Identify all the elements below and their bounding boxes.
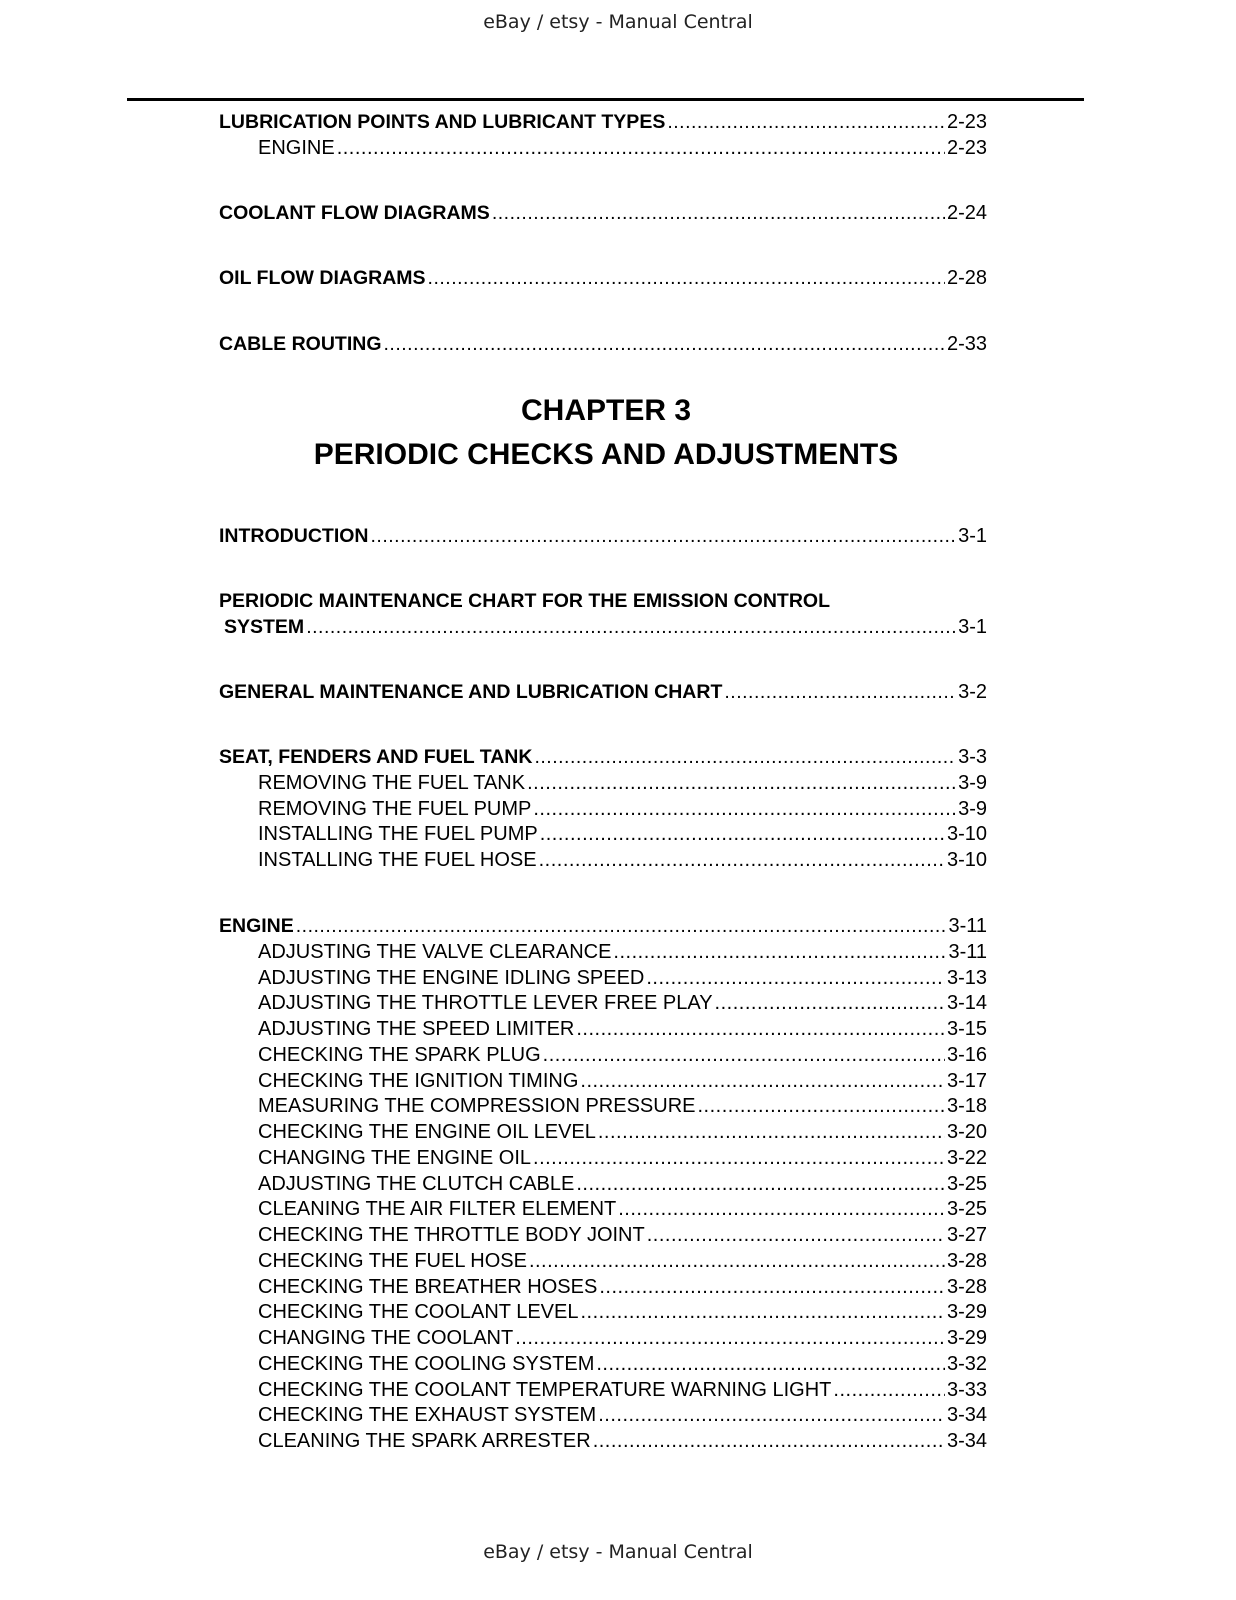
page-footer: eBay / etsy - Manual Central <box>483 1541 753 1563</box>
toc-entry-page: 3-10 <box>946 823 987 846</box>
dot-leader <box>697 1094 944 1120</box>
toc-entry-title: CHECKING THE COOLANT LEVEL <box>258 1301 579 1324</box>
toc-entry-title: CHECKING THE EXHAUST SYSTEM <box>258 1404 597 1427</box>
toc-section <box>219 589 987 641</box>
toc-entry-page: 2-23 <box>946 111 987 133</box>
toc-section <box>219 266 987 292</box>
dot-leader <box>646 966 945 992</box>
toc-entry[interactable] <box>219 1403 987 1429</box>
dot-leader <box>529 1249 945 1275</box>
dot-leader <box>428 266 945 292</box>
toc-entry-page: 3-1 <box>958 525 987 547</box>
page-header: eBay / etsy - Manual Central <box>483 11 753 33</box>
toc-entry-page: 3-18 <box>946 1095 987 1118</box>
toc-entry-page: 3-25 <box>946 1198 987 1221</box>
toc-entry-page: 3-29 <box>946 1301 987 1324</box>
dot-leader <box>613 940 946 966</box>
toc-entry-title: MEASURING THE COMPRESSION PRESSURE <box>258 1095 696 1118</box>
toc-entry-page: 3-1 <box>958 615 987 638</box>
toc-entry-title: CLEANING THE AIR FILTER ELEMENT <box>258 1198 617 1221</box>
dot-leader <box>534 745 956 771</box>
toc-section <box>219 745 987 874</box>
toc-entry[interactable] <box>219 1094 987 1120</box>
toc-entry[interactable] <box>219 1378 987 1404</box>
toc-entry-title: CHECKING THE SPARK PLUG <box>258 1043 541 1066</box>
toc-section <box>219 332 987 358</box>
toc-entry-title: CHANGING THE ENGINE OIL <box>258 1146 532 1169</box>
toc-entry-page: 3-29 <box>946 1327 987 1349</box>
toc-entry-title: REMOVING THE FUEL TANK <box>258 771 526 794</box>
toc-entry[interactable] <box>219 822 987 848</box>
toc-entry[interactable] <box>219 1069 987 1095</box>
dot-leader <box>539 848 945 874</box>
dot-leader <box>576 1172 945 1198</box>
toc-entry-title: CABLE ROUTING <box>219 333 382 355</box>
toc-entry[interactable] <box>219 1197 987 1223</box>
dot-leader <box>724 680 956 706</box>
toc-entry-page: 3-15 <box>946 1018 987 1040</box>
toc-entry-page: 3-13 <box>946 966 987 989</box>
toc-entry-title: CLEANING THE SPARK ARRESTER <box>258 1430 591 1452</box>
toc-entry-title: LUBRICATION POINTS AND LUBRICANT TYPES <box>219 111 666 133</box>
toc-entry-page: 3-20 <box>946 1121 987 1143</box>
toc-section <box>219 914 987 1455</box>
toc-entry-page: 2-28 <box>946 267 987 289</box>
toc-entry-title: ADJUSTING THE VALVE CLEARANCE <box>258 940 612 963</box>
toc-entry-title: INTRODUCTION <box>219 525 369 547</box>
dot-leader <box>580 1069 945 1095</box>
toc-entry-title: ADJUSTING THE ENGINE IDLING SPEED <box>258 966 645 989</box>
dot-leader <box>576 1017 945 1043</box>
dot-leader <box>598 1403 945 1429</box>
toc-entry-page: 3-17 <box>946 1069 987 1092</box>
toc-entry-page: 3-2 <box>958 681 987 703</box>
toc-entry[interactable] <box>219 966 987 992</box>
toc-entry-title: INSTALLING THE FUEL HOSE <box>258 849 537 871</box>
dot-leader <box>647 1223 945 1249</box>
dot-leader <box>543 1043 945 1069</box>
toc-entry[interactable] <box>219 1300 987 1326</box>
toc-entry-page: 3-22 <box>946 1146 987 1169</box>
toc-entry-page: 3-27 <box>946 1224 987 1246</box>
toc-entry-page: 3-34 <box>946 1404 987 1427</box>
dot-leader <box>833 1378 945 1404</box>
dot-leader <box>540 822 945 848</box>
toc-section <box>219 110 987 162</box>
dot-leader <box>515 1326 945 1352</box>
dot-leader <box>384 332 945 358</box>
dot-leader <box>715 991 945 1017</box>
header-rule <box>127 98 1084 101</box>
toc-entry-title: CHECKING THE FUEL HOSE <box>258 1249 527 1272</box>
toc-entry-page: 3-28 <box>946 1275 987 1298</box>
dot-leader <box>667 110 945 136</box>
toc-entry[interactable] <box>219 1249 987 1275</box>
toc-entry[interactable] <box>219 201 987 227</box>
toc-entry[interactable] <box>219 1223 987 1249</box>
toc-entry[interactable] <box>219 745 987 771</box>
toc-entry-title: CHECKING THE COOLING SYSTEM <box>258 1352 595 1375</box>
toc-section <box>219 524 987 550</box>
toc-entry[interactable] <box>219 1352 987 1378</box>
toc-entry[interactable] <box>219 771 987 797</box>
toc-entry-title: ADJUSTING THE SPEED LIMITER <box>258 1018 575 1040</box>
toc-entry[interactable] <box>219 1172 987 1198</box>
toc-entry-page: 3-10 <box>946 849 987 871</box>
toc-entry[interactable] <box>219 1326 987 1352</box>
toc-entry-page: 3-11 <box>948 915 987 937</box>
toc-entry-page: 3-9 <box>958 771 987 794</box>
dot-leader <box>337 136 945 162</box>
dot-leader <box>533 797 956 823</box>
toc-entry-title: INSTALLING THE FUEL PUMP <box>258 823 538 846</box>
toc-entry[interactable] <box>219 1429 987 1455</box>
toc-entry[interactable] <box>219 1043 987 1069</box>
toc-entry[interactable] <box>219 110 987 136</box>
toc-entry[interactable] <box>219 1146 987 1172</box>
dot-leader <box>296 914 947 940</box>
toc-entry[interactable] <box>219 1275 987 1301</box>
toc-entry-title: CHECKING THE BREATHER HOSES <box>258 1275 598 1298</box>
dot-leader <box>580 1300 945 1326</box>
toc-entry-page: 3-28 <box>946 1249 987 1272</box>
toc-entry-page: 3-11 <box>948 940 987 963</box>
toc-entry[interactable] <box>219 266 987 292</box>
toc-entry-page: 2-33 <box>946 333 987 355</box>
toc-entry-title: REMOVING THE FUEL PUMP <box>258 797 532 820</box>
toc-entry[interactable] <box>219 524 987 550</box>
toc-entry[interactable] <box>219 848 987 874</box>
dot-leader <box>371 524 957 550</box>
dot-leader <box>492 201 945 227</box>
dot-leader <box>618 1197 945 1223</box>
toc-entry-page: 3-34 <box>946 1430 987 1452</box>
toc-section <box>219 680 987 706</box>
toc-entry-page: 3-25 <box>946 1172 987 1195</box>
toc-entry[interactable] <box>219 680 987 706</box>
toc-entry-page: 2-24 <box>946 202 987 224</box>
toc-entry-title: ADJUSTING THE THROTTLE LEVER FREE PLAY <box>258 992 713 1015</box>
toc-entry-title: SYSTEM <box>224 615 305 638</box>
toc-entry-title: CHANGING THE COOLANT <box>258 1327 514 1349</box>
toc-entry-title: PERIODIC MAINTENANCE CHART FOR THE EMISSION CONTROL <box>219 590 831 612</box>
toc-entry[interactable] <box>219 615 987 641</box>
toc-entry-title: ADJUSTING THE CLUTCH CABLE <box>258 1172 575 1195</box>
toc-entry-title: GENERAL MAINTENANCE AND LUBRICATION CHART <box>219 681 723 703</box>
dot-leader <box>598 1120 945 1146</box>
toc-entry-title: SEAT, FENDERS AND FUEL TANK <box>219 746 533 768</box>
toc-entry[interactable] <box>219 1017 987 1043</box>
toc-entry-title: ENGINE <box>258 136 335 159</box>
toc-entry-page: 3-33 <box>946 1378 987 1401</box>
toc-entry[interactable] <box>219 589 987 615</box>
toc-entry-title: COOLANT FLOW DIAGRAMS <box>219 202 490 224</box>
chapter-title: PERIODIC CHECKS AND ADJUSTMENTS <box>313 438 899 471</box>
toc-entry-title: CHECKING THE IGNITION TIMING <box>258 1069 579 1092</box>
toc-entry-title: CHECKING THE THROTTLE BODY JOINT <box>258 1224 645 1246</box>
toc-entry-page: 3-14 <box>946 992 987 1015</box>
toc-entry-page: 3-32 <box>946 1352 987 1375</box>
toc-entry-page: 2-23 <box>946 136 987 159</box>
toc-entry-title: CHECKING THE COOLANT TEMPERATURE WARNING LIGHT <box>258 1378 832 1401</box>
toc-entry[interactable] <box>219 991 987 1017</box>
toc-entry-page: 3-3 <box>958 746 987 768</box>
dot-leader <box>533 1146 945 1172</box>
toc-entry[interactable] <box>219 940 987 966</box>
toc-entry[interactable] <box>219 1120 987 1146</box>
dot-leader <box>593 1429 945 1455</box>
toc-entry-title: CHECKING THE ENGINE OIL LEVEL <box>258 1121 596 1143</box>
toc-entry[interactable] <box>219 136 987 162</box>
toc-entry-title: ENGINE <box>219 915 294 937</box>
toc-entry[interactable] <box>219 914 987 940</box>
dot-leader <box>596 1352 945 1378</box>
chapter-number: CHAPTER 3 <box>520 394 692 427</box>
toc-entry-page: 3-16 <box>946 1043 987 1066</box>
dot-leader <box>599 1275 945 1301</box>
dot-leader <box>527 771 956 797</box>
toc-section <box>219 201 987 227</box>
toc-entry[interactable] <box>219 797 987 823</box>
toc-entry-title: OIL FLOW DIAGRAMS <box>219 267 426 289</box>
toc-entry-page: 3-9 <box>958 797 987 820</box>
toc-entry[interactable] <box>219 332 987 358</box>
dot-leader <box>306 615 956 641</box>
